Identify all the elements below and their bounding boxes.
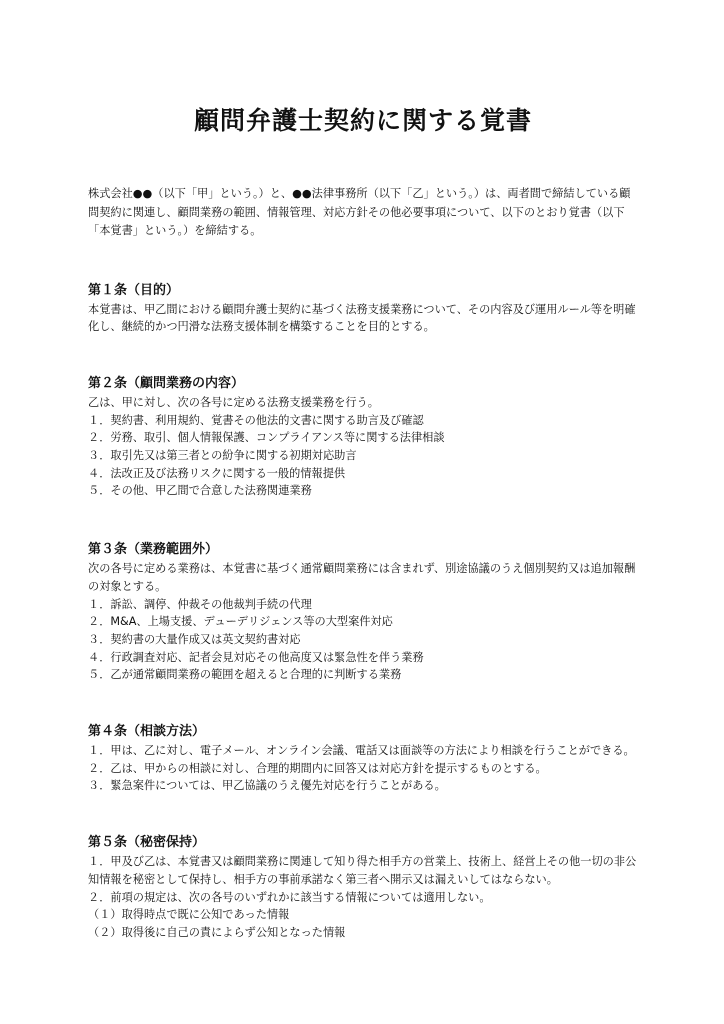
article-body: 本覚書は、甲乙間における顧問弁護士契約に基づく法務支援業務について、その内容及び運用ルール等を明確化し、継続的かつ円滑な法務支援体制を構築することを目的とする。: [88, 302, 636, 334]
list-item: １．契約書、利用規約、覚書その他法的文書に関する助言及び確認: [88, 413, 424, 427]
list-item: １．訴訟、調停、仲裁その他裁判手続の代理: [88, 597, 312, 611]
list-item: ２．乙は、甲からの相談に対し、合理的期間内に回答又は対応方針を提示するものとする。: [88, 761, 547, 775]
list-item: ３．取引先又は第三者との紛争に関する初期対応助言: [88, 449, 357, 463]
article-5: [88, 833, 638, 942]
article-heading: 第２条（顧問業務の内容）: [88, 375, 245, 391]
document-title: 顧問弁護士契約に関する覚書: [193, 106, 532, 135]
article-heading: 第３条（業務範囲外）: [88, 542, 219, 558]
sub-item: （２）取得後に自己の責によらず公知となった情報: [88, 925, 346, 939]
list-item: ２．労務、取引、個人情報保護、コンプライアンス等に関する法律相談: [88, 431, 445, 445]
article-body: 次の各号に定める業務は、本覚書に基づく通常顧問業務には含まれず、別途協議のうえ個別契約又は追加報酬の対象とする。: [88, 562, 636, 593]
article-body: 乙は、甲に対し、次の各号に定める法務支援業務を行う。: [88, 395, 379, 409]
list-item: ５．乙が通常顧問業務の範囲を超えると合理的に判断する業務: [88, 668, 402, 682]
intro-paragraph: 株式会社●●（以下「甲」という。）と、●●法律事務所（以下「乙」という。）は、両者間で締結している顧問契約に関連し、顧問業務の範囲、情報管理、対応方針その他必要事項について、以下のとおり覚書（以下「本覚書」という。）を締結する。: [88, 187, 631, 237]
list-item: １．甲及び乙は、本覚書又は顧問業務に関連して知り得た相手方の営業上、技術上、経営上その他一切の非公知情報を秘密として保持し、相手方の事前承諾なく第三者へ開示又は漏えいしてはならない。: [88, 855, 637, 886]
article-heading: 第１条（目的）: [88, 282, 180, 298]
article-heading: 第４条（相談方法）: [88, 724, 206, 740]
list-item: ３．緊急案件については、甲乙協議のうえ優先対応を行うことがある。: [88, 779, 446, 793]
article-1: [88, 281, 638, 336]
list-item: １．甲は、乙に対し、電子メール、オンライン会議、電話又は面談等の方法により相談を行うことができる。: [88, 744, 635, 758]
article-2: [88, 374, 638, 500]
sub-item: （１）取得時点で既に公知であった情報: [88, 908, 290, 922]
article-3: [88, 540, 638, 684]
list-item: ４．行政調査対応、記者会見対応その他高度又は緊急性を伴う業務: [88, 650, 424, 664]
article-4: [88, 722, 638, 795]
list-item: ２．M&A、上場支援、デューデリジェンス等の大型案件対応: [88, 615, 393, 629]
list-item: ３．契約書の大量作成又は英文契約書対応: [88, 632, 301, 646]
list-item: ４．法改正及び法務リスクに関する一般的情報提供: [88, 466, 346, 480]
list-item: ２．前項の規定は、次の各号のいずれかに該当する情報については適用しない。: [88, 890, 491, 904]
list-item: ５．その他、甲乙間で合意した法務関連業務: [88, 484, 312, 498]
article-heading: 第５条（秘密保持）: [88, 835, 206, 851]
